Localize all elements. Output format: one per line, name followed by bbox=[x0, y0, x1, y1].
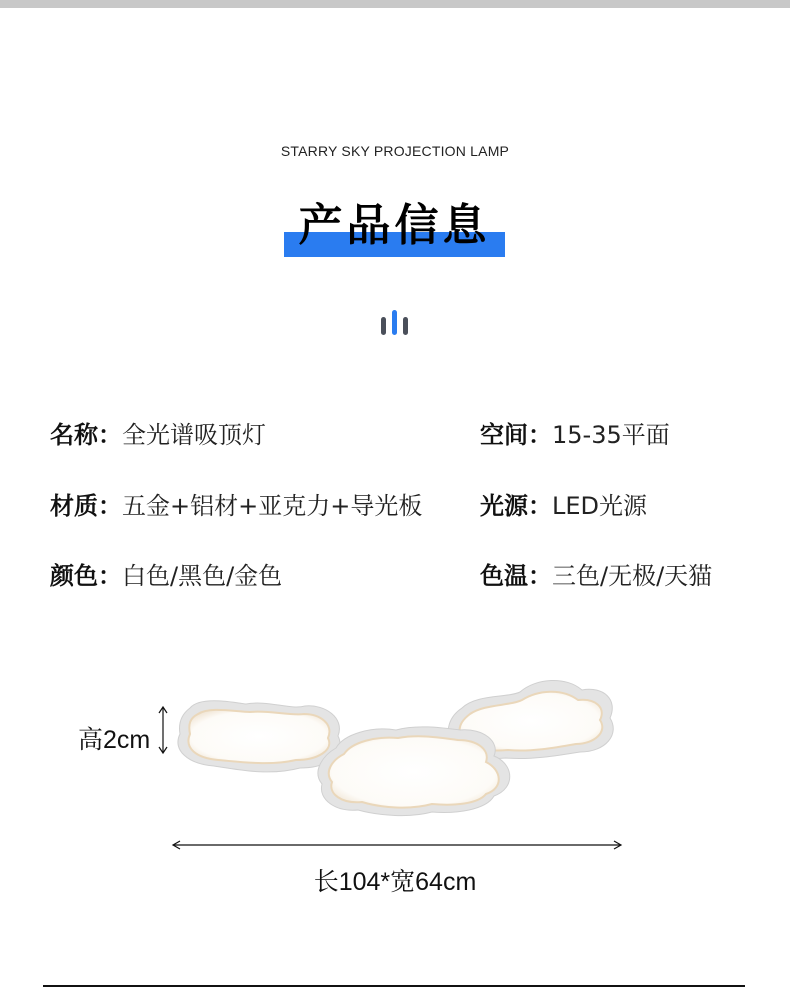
spec-key: 颜色： bbox=[50, 562, 122, 590]
spec-key: 光源： bbox=[480, 492, 552, 520]
spec-value: LED光源 bbox=[552, 492, 648, 520]
width-arrow-icon bbox=[173, 841, 621, 849]
spec-name bbox=[50, 420, 266, 450]
height-dimension-label: 高2cm bbox=[78, 726, 151, 754]
spec-value: 白色/黑色/金色 bbox=[122, 562, 283, 590]
spec-value: 五金+铝材+亚克力+导光板 bbox=[122, 492, 423, 520]
cloud-light-left bbox=[178, 701, 340, 772]
spec-key: 色温： bbox=[480, 562, 552, 590]
page-subtitle: STARRY SKY PROJECTION LAMP bbox=[280, 143, 510, 159]
spec-key: 名称： bbox=[50, 421, 122, 449]
size-dimension-label: 长104*宽64cm bbox=[313, 868, 477, 896]
spec-value: 全光谱吸顶灯 bbox=[122, 421, 266, 449]
spec-light-source bbox=[480, 491, 647, 521]
spec-key: 空间： bbox=[480, 421, 552, 449]
spec-space bbox=[480, 420, 670, 450]
spec-color-temp bbox=[480, 561, 712, 591]
spec-key: 材质： bbox=[50, 492, 122, 520]
top-border-bar bbox=[0, 0, 790, 8]
cloud-light-middle bbox=[318, 727, 510, 816]
spec-value: 三色/无极/天猫 bbox=[552, 562, 713, 590]
spec-color bbox=[50, 561, 282, 591]
height-arrow-icon bbox=[159, 707, 167, 753]
lamp-product-illustration bbox=[0, 660, 790, 860]
decorative-bars-icon bbox=[378, 308, 412, 338]
title-block bbox=[284, 196, 505, 258]
spec-value: 15-35平面 bbox=[552, 421, 670, 449]
bottom-divider bbox=[43, 985, 745, 987]
spec-material bbox=[50, 491, 422, 521]
page-title: 产品信息 bbox=[298, 200, 491, 251]
